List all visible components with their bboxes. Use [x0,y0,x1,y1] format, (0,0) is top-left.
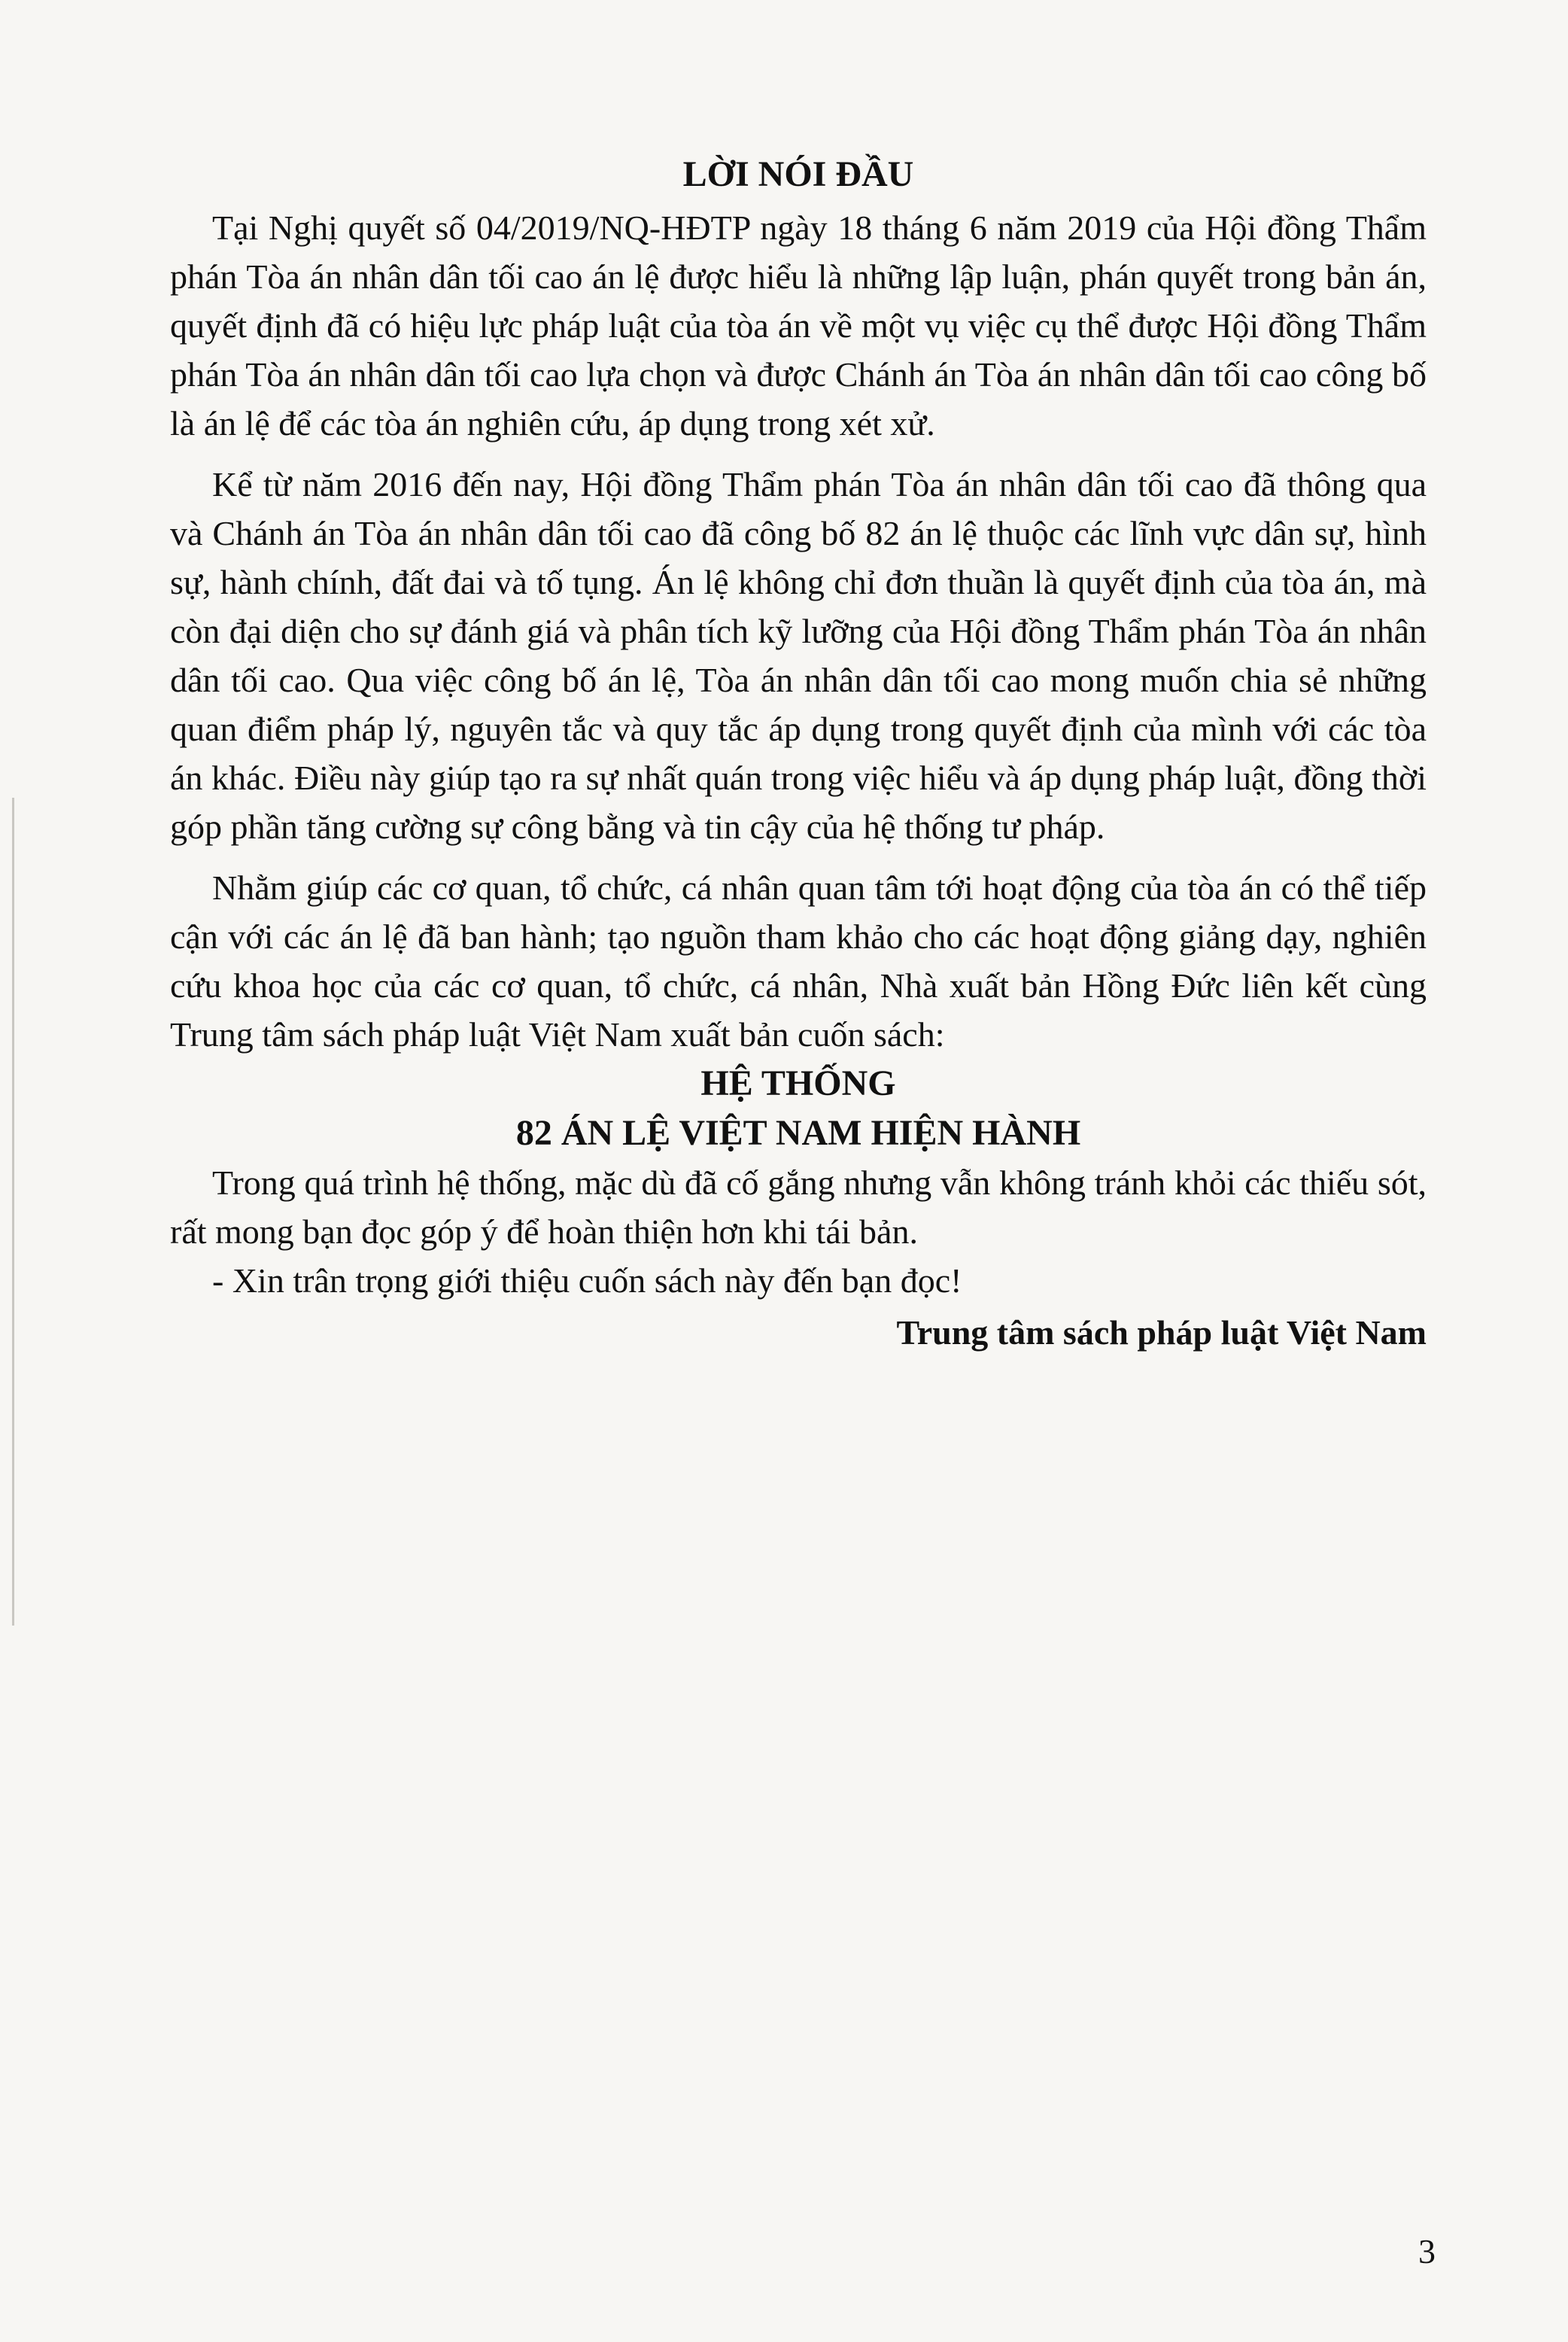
preface-content [170,151,1427,1358]
paragraph-greeting: - Xin trân trọng giới thiệu cuốn sách này đến bạn đọc! [212,1261,962,1300]
paragraph-purpose: Nhằm giúp các cơ quan, tổ chức, cá nhân quan tâm tới hoạt động của tòa án có thể tiếp cận với các án lệ đã ban hành; tạo nguồn tham khảo cho các hoạt động giảng dạy, nghiên cứu khoa học của các cơ quan, tổ chức, cá nhân, Nhà xuất bản Hồng Đức liên kết cùng Trung tâm sách pháp luật Việt Nam xuất bản cuốn sách: [170,868,1427,1054]
book-title-line-2: 82 ÁN LỆ VIỆT NAM HIỆN HÀNH [515,1113,1081,1153]
signature: Trung tâm sách pháp luật Việt Nam [896,1313,1427,1352]
page-number: 3 [1418,2232,1436,2271]
preface-heading: LỜI NÓI ĐẦU [682,154,914,194]
book-title-line-1: HỆ THỐNG [700,1063,896,1103]
page-edge-shadow [12,798,14,1626]
paragraph-history: Kể từ năm 2016 đến nay, Hội đồng Thẩm phán Tòa án nhân dân tối cao đã thông qua và Chánh án Tòa án nhân dân tối cao đã công bố 82 án lệ thuộc các lĩnh vực dân sự, hình sự, hành chính, đất đai và tố tụng. Án lệ không chỉ đơn thuần là quyết định của tòa án, mà còn đại diện cho sự đánh giá và phân tích kỹ lưỡng của Hội đồng Thẩm phán Tòa án nhân dân tối cao. Qua việc công bố án lệ, Tòa án nhân dân tối cao mong muốn chia sẻ những quan điểm pháp lý, nguyên tắc và quy tắc áp dụng trong quyết định của mình với các tòa án khác. Điều này giúp tạo ra sự nhất quán trong việc hiểu và áp dụng pháp luật, đồng thời góp phần tăng cường sự công bằng và tin cậy của hệ thống tư pháp. [170,465,1427,846]
paragraph-definition: Tại Nghị quyết số 04/2019/NQ-HĐTP ngày 18 tháng 6 năm 2019 của Hội đồng Thẩm phán Tòa án nhân dân tối cao án lệ được hiểu là những lập luận, phán quyết trong bản án, quyết định đã có hiệu lực pháp luật của tòa án về một vụ việc cụ thể được Hội đồng Thẩm phán Tòa án nhân dân tối cao lựa chọn và được Chánh án Tòa án nhân dân tối cao công bố là án lệ để các tòa án nghiên cứu, áp dụng trong xét xử. [170,208,1427,443]
paragraph-apology: Trong quá trình hệ thống, mặc dù đã cố gắng nhưng vẫn không tránh khỏi các thiếu sót, rất mong bạn đọc góp ý để hoàn thiện hơn khi tái bản. [170,1163,1427,1251]
